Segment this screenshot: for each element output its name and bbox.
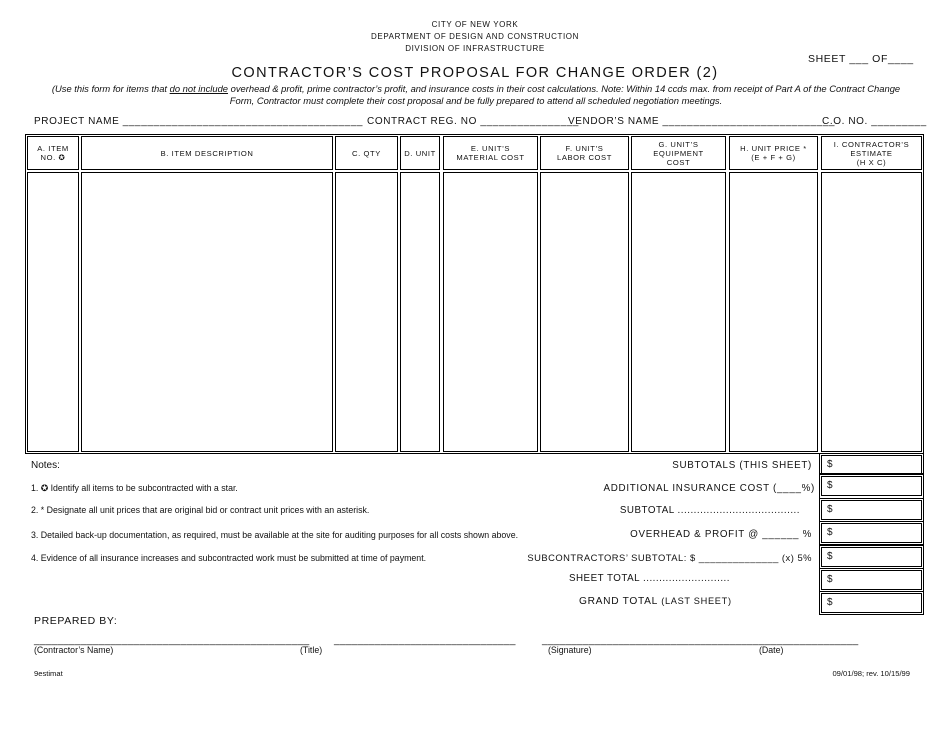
col-header-labor-cost: F. UNIT’S LABOR COST [540,136,629,170]
note-item: 1. ✪ Identify all items to be subcontracted with a star. [31,483,238,493]
form-code: 9estimat [34,669,63,678]
col-header-unit: D. UNIT [400,136,440,170]
col-header-contractor-estimate: I. CONTRACTOR’S ESTIMATE (H X C) [821,136,922,170]
col-body-description[interactable] [81,172,333,452]
col-body-equipment-cost[interactable] [631,172,726,452]
col-body-labor-cost[interactable] [540,172,629,452]
col-body-contractor-estimate[interactable] [821,172,922,452]
grand-total-note: (LAST SHEET) [661,596,732,606]
subtotals-label: SUBTOTALS (THIS SHEET) [672,460,812,471]
subtotals-amount-field[interactable]: $ [821,455,922,475]
subtotal-label: SUBTOTAL ...................................... [619,505,800,516]
title-line[interactable]: _______________________________ [334,635,516,646]
sheet-number-field[interactable]: SHEET ___ OF____ [808,53,914,65]
form-instructions [40,83,912,107]
agency-line-city: CITY OF NEW YORK [431,20,519,29]
project-name-field[interactable]: PROJECT NAME _______________________________________ [34,116,364,127]
subtotal-amount-field[interactable]: $ [821,500,922,520]
additional-insurance-label: ADDITIONAL INSURANCE COST (____%) [603,483,815,494]
co-number-field[interactable]: C.O. NO. _________ [822,116,927,127]
title-caption: (Title) [300,645,323,655]
form-title: CONTRACTOR’S COST PROPOSAL FOR CHANGE ORDER (2) [231,65,719,81]
instructions-suffix: overhead & profit, prime contractor’s profit, and insurance costs in their cost calculations. Note: Within 14 ccds max. from receipt of Part A of the Contract Change Form, Contractor must complete their cost proposal and be fully prepared to attend all scheduled negotiation meetings. [228,83,901,106]
prepared-by-label: PREPARED BY: [34,615,118,627]
subcontractors-amount-field[interactable]: $ [821,547,922,567]
insurance-amount-field[interactable]: $ [821,476,922,496]
col-header-item-no: A. ITEM NO. ✪ [27,136,79,170]
subcontractors-subtotal-label: SUBCONTRACTORS’ SUBTOTAL: $ ______________ (x) 5% [527,552,812,563]
col-header-material-cost: E. UNIT’S MATERIAL COST [443,136,538,170]
col-header-unit-price: H. UNIT PRICE * (E + F + G) [729,136,818,170]
col-header-equipment-cost: G. UNIT’S EQUIPMENT COST [631,136,726,170]
instructions-prefix: (Use this form for items that [51,83,170,94]
vendor-name-field[interactable]: VENDOR’S NAME ____________________________ [568,116,836,127]
signature-date-line[interactable]: ______________________________________________________ [542,635,859,646]
contractor-name-caption: (Contractor’s Name) [34,645,114,655]
sheet-total-label: SHEET TOTAL ........................... [568,573,730,584]
col-body-qty[interactable] [335,172,398,452]
col-body-material-cost[interactable] [443,172,538,452]
date-caption: (Date) [759,645,784,655]
instructions-underlined: do not include [169,83,229,94]
overhead-amount-field[interactable]: $ [821,523,922,543]
note-item: 3. Detailed back-up documentation, as required, must be available at the site for auditing purposes for all costs shown above. [31,530,519,540]
contractor-name-line[interactable]: _______________________________________________ [34,635,310,646]
col-body-item-no[interactable] [27,172,79,452]
contract-reg-field[interactable]: CONTRACT REG. NO ________________ [367,116,579,127]
sheet-total-amount-field[interactable]: $ [821,570,922,590]
note-item: 4. Evidence of all insurance increases and subcontracted work must be submitted at time of payment. [31,553,427,563]
overhead-profit-label: OVERHEAD & PROFIT @ ______ % [630,529,812,540]
grand-total-amount-field[interactable]: $ [821,593,922,613]
col-body-unit-price[interactable] [729,172,818,452]
col-body-unit[interactable] [400,172,440,452]
notes-title: Notes: [31,460,60,471]
grand-total-text: GRAND TOTAL [579,596,658,607]
col-header-qty: C. QTY [335,136,398,170]
col-header-description: B. ITEM DESCRIPTION [81,136,333,170]
note-item: 2. * Designate all unit prices that are original bid or contract unit prices with an asterisk. [31,505,370,515]
signature-caption: (Signature) [548,645,592,655]
revision-date: 09/01/98; rev. 10/15/99 [832,669,910,678]
agency-line-department: DEPARTMENT OF DESIGN AND CONSTRUCTION [371,32,579,41]
grand-total-label [579,596,732,607]
agency-line-division: DIVISION OF INFRASTRUCTURE [405,44,545,53]
